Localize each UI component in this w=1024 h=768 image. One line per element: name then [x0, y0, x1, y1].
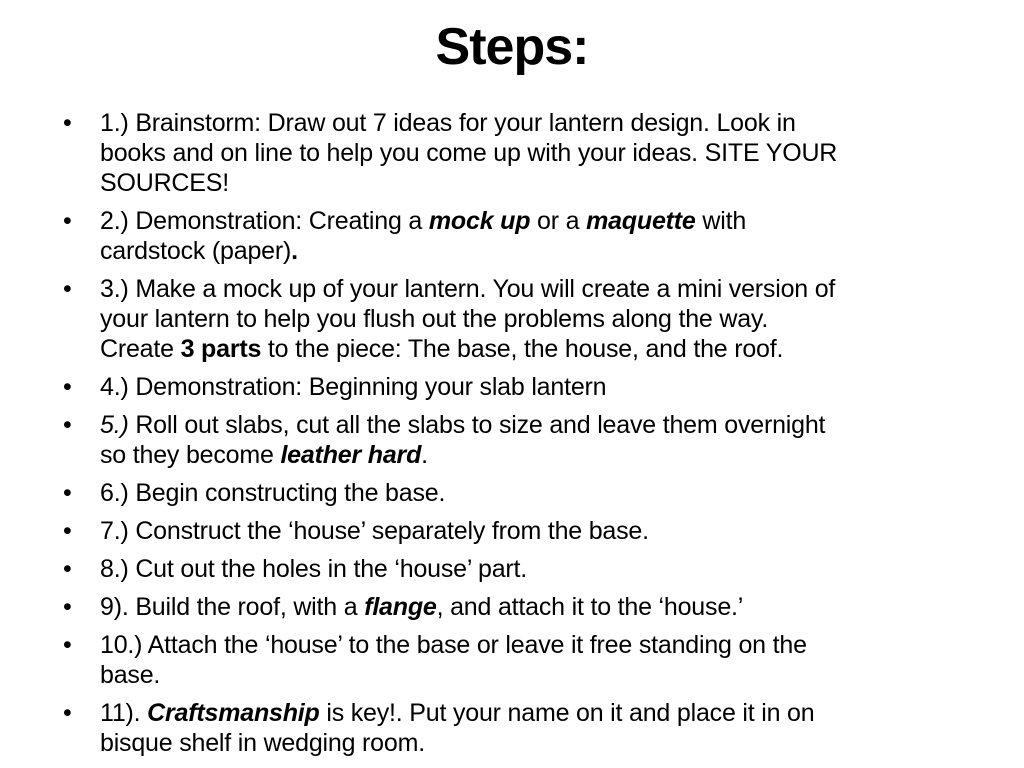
text-run: 3 parts [180, 334, 262, 363]
bullet-marker: • [63, 372, 72, 401]
text-run: or a [530, 206, 587, 235]
bullet-item-8 [63, 554, 984, 584]
text-run: . [421, 440, 428, 469]
text-run: flange [364, 592, 437, 621]
text-run: 2.) Demonstration: Creating a [100, 206, 429, 235]
text-run: cardstock (paper) [100, 236, 292, 265]
bullet-line [100, 698, 984, 728]
text-run: Create [100, 334, 181, 363]
bullet-line [100, 304, 984, 334]
bullet-list [0, 108, 1024, 758]
text-run: 8.) Cut out the holes in the ‘house’ part. [100, 554, 528, 583]
text-run: 7.) Construct the ‘house’ separately from the base. [100, 516, 649, 545]
text-run: is key!. Put your name on it and place it in on [319, 698, 815, 727]
bullet-marker: • [63, 516, 72, 545]
bullet-item-10 [63, 630, 984, 690]
bullet-line [100, 660, 984, 690]
text-run: books and on line to help you come up with your ideas. SITE YOUR [100, 138, 838, 167]
text-run: 10.) Attach the ‘house’ to the base or leave it free standing on the [100, 630, 807, 659]
bullet-line [100, 554, 984, 584]
bullet-marker: • [63, 206, 72, 235]
text-run: your lantern to help you flush out the problems along the way. [100, 304, 769, 333]
text-run: 4.) Demonstration: Beginning your slab lantern [100, 372, 607, 401]
bullet-item-7 [63, 516, 984, 546]
bullet-line [100, 478, 984, 508]
bullet-marker: • [63, 478, 72, 507]
text-run: 9). Build the roof, with a [100, 592, 365, 621]
text-run: maquette [586, 206, 696, 235]
text-run: base. [100, 660, 161, 689]
bullet-marker: • [63, 274, 72, 303]
slide-title: Steps: [435, 18, 589, 76]
bullet-marker: • [63, 554, 72, 583]
bullet-item-5 [63, 410, 984, 470]
bullet-marker: • [63, 108, 72, 137]
bullet-marker: • [63, 698, 72, 727]
text-run: to the piece: The base, the house, and the roof. [261, 334, 784, 363]
text-run: with [695, 206, 747, 235]
bullet-line [100, 206, 984, 236]
bullet-line [100, 592, 984, 622]
bullet-item-1 [63, 108, 984, 198]
text-run: 11). [100, 698, 148, 727]
bullet-marker: • [63, 630, 72, 659]
text-run: so they become [100, 440, 281, 469]
bullet-line [100, 108, 984, 138]
bullet-item-9 [63, 592, 984, 622]
text-run: Roll out slabs, cut all the slabs to size and leave them overnight [128, 410, 826, 439]
text-run: leather hard [280, 440, 422, 469]
bullet-line [100, 168, 984, 198]
text-run: bisque shelf in wedging room. [100, 728, 425, 757]
text-run: Craftsmanship [147, 698, 320, 727]
bullet-item-6 [63, 478, 984, 508]
bullet-marker: • [63, 410, 72, 439]
text-run: 1.) Brainstorm: Draw out 7 ideas for your lantern design. Look in [100, 108, 796, 137]
text-run: 3.) Make a mock up of your lantern. You will create a mini version of [100, 274, 836, 303]
bullet-line [100, 516, 984, 546]
bullet-line [100, 334, 984, 364]
bullet-line [100, 728, 984, 758]
text-run: , and attach it to the ‘house.’ [436, 592, 744, 621]
bullet-line [100, 372, 984, 402]
bullet-marker: • [63, 592, 72, 621]
bullet-item-4 [63, 372, 984, 402]
text-run: mock up [428, 206, 531, 235]
text-run: 6.) Begin constructing the base. [100, 478, 446, 507]
text-run: . [291, 236, 298, 265]
bullet-line [100, 410, 984, 440]
bullet-line [100, 274, 984, 304]
text-run: 5.) [100, 410, 129, 439]
text-run: SOURCES! [100, 168, 229, 197]
bullet-line [100, 138, 984, 168]
bullet-line [100, 630, 984, 660]
bullet-item-11 [63, 698, 984, 758]
bullet-item-3 [63, 274, 984, 364]
bullet-line [100, 440, 984, 470]
bullet-line [100, 236, 984, 266]
bullet-item-2 [63, 206, 984, 266]
